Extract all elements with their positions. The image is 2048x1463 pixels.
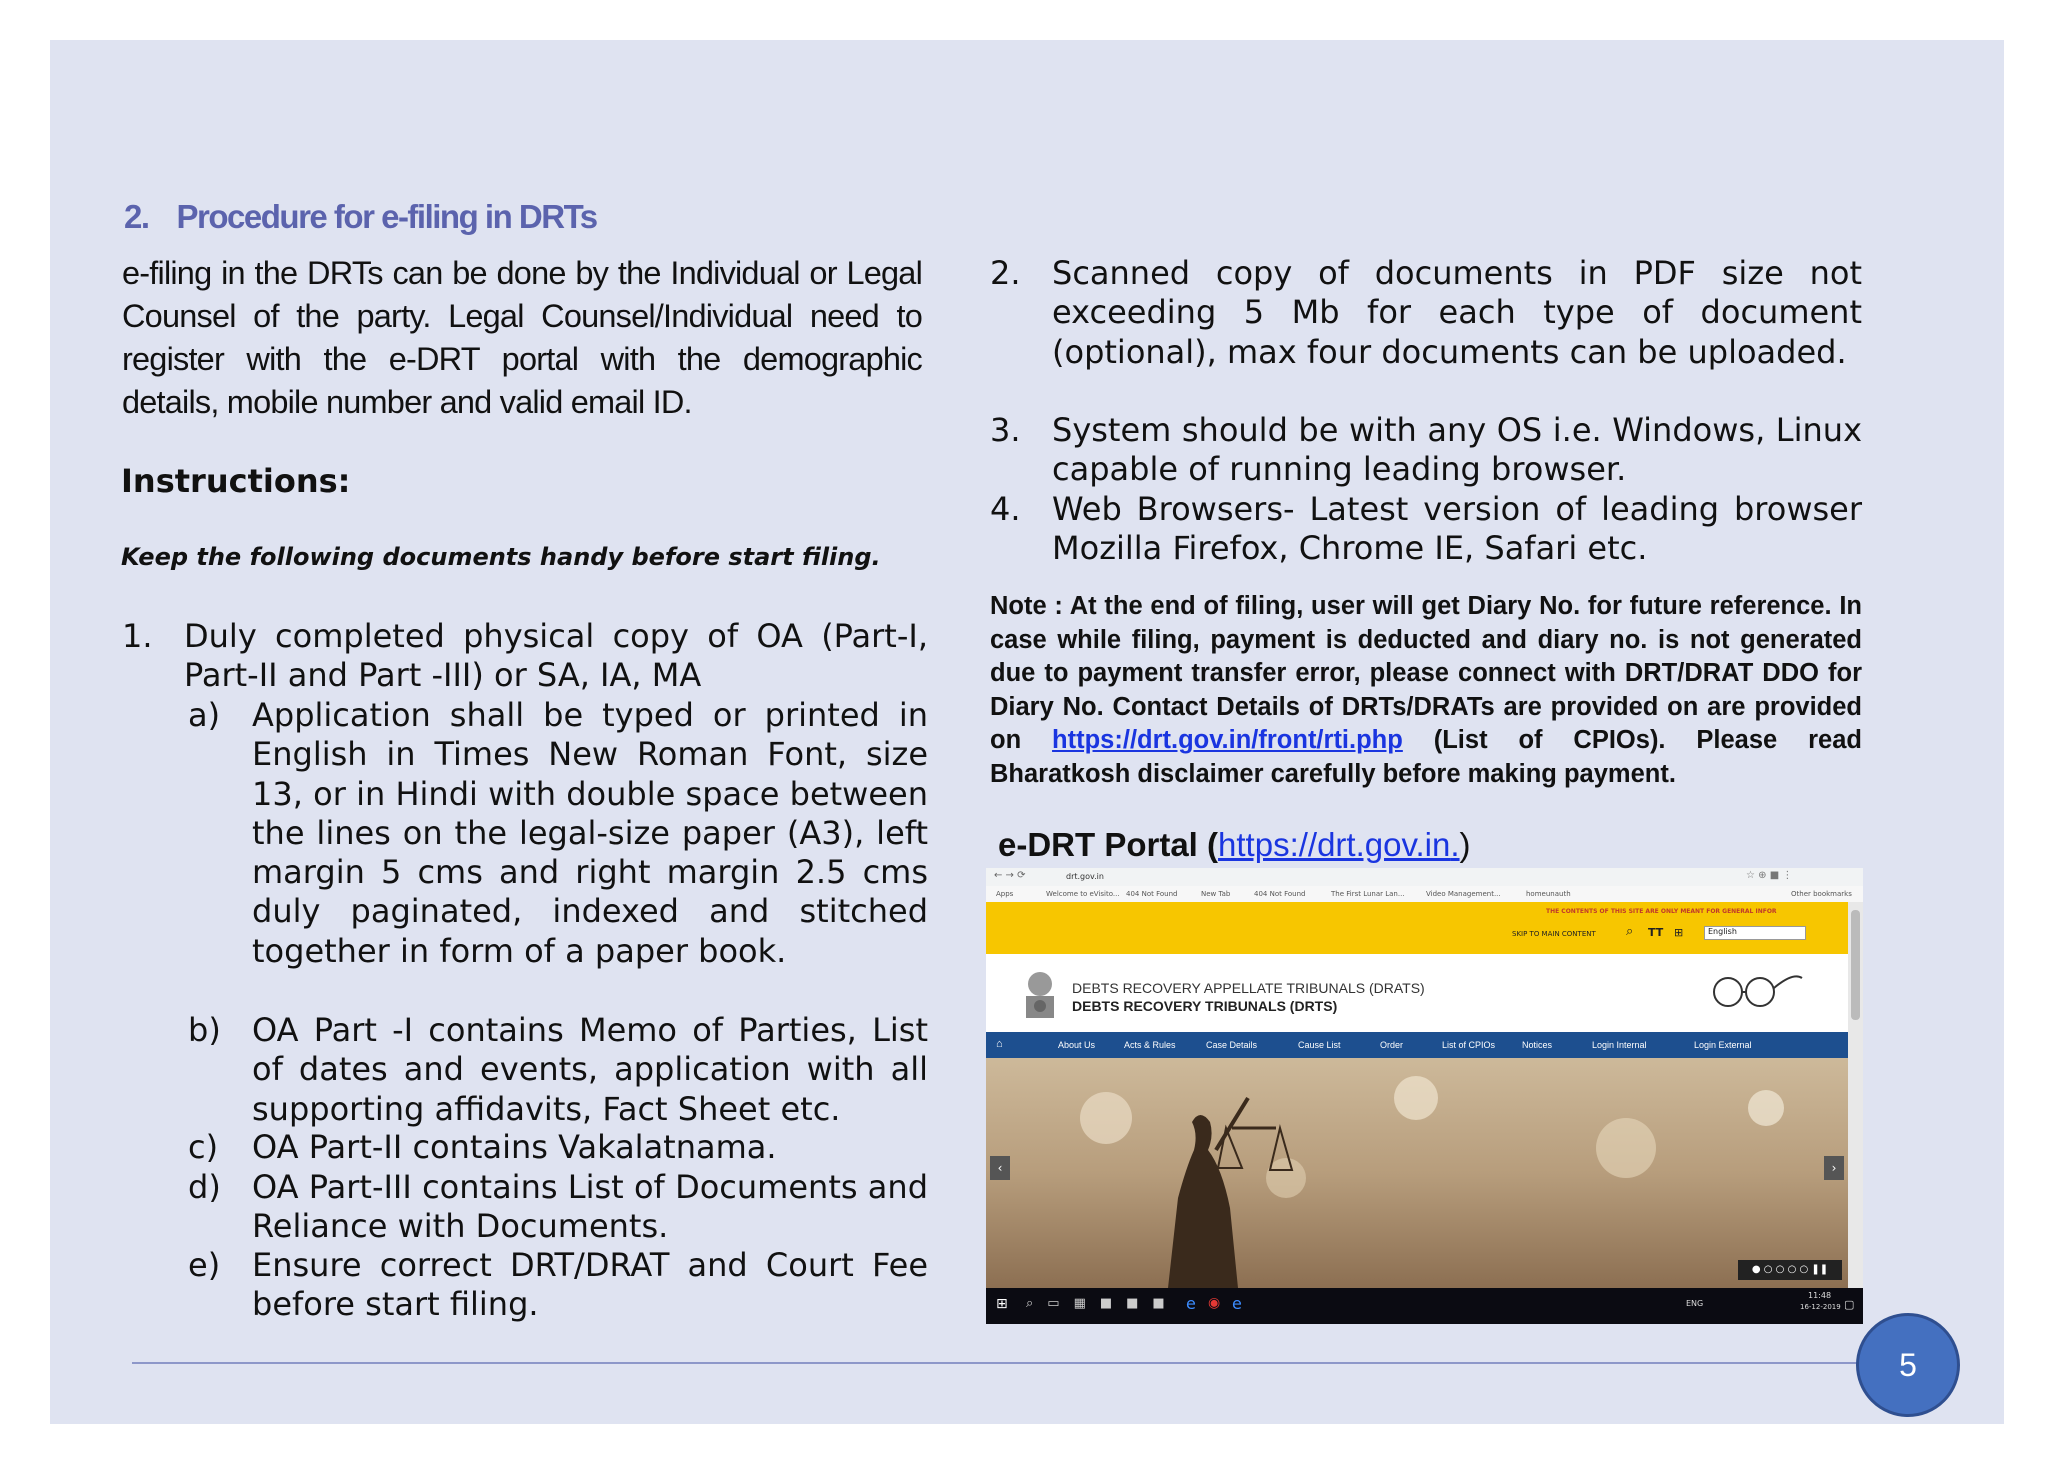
carousel-dots-icon: ● ○ ○ ○ ○ ❚❚ (1738, 1260, 1842, 1280)
bookmarks-bar (986, 886, 1863, 903)
star-icon: ☆ ⊕ ■ ⋮ (1746, 870, 1793, 881)
intro-paragraph: e-filing in the DRTs can be done by the Individual or Legal Counsel of the party. Legal Counsel/Individual need to register with the e-DRT portal with the demographic details, mobile number and valid email ID. (122, 255, 922, 420)
site-header (986, 954, 1848, 1032)
keep-documents-line: Keep the following documents handy before start filing. (121, 543, 881, 571)
emblem-icon (1020, 966, 1060, 1024)
site-warning: THE CONTENTS OF THIS SITE ARE ONLY MEANT FOR GENERAL INFOR (1546, 908, 1777, 915)
bookmark: 404 Not Found (1126, 890, 1178, 898)
sub-marker: e) (188, 1246, 221, 1284)
page-number: 5 (1899, 1346, 1917, 1383)
list-marker: 3. (990, 411, 1021, 449)
sub-item-c (188, 1128, 928, 1167)
sub-item-text: Application shall be typed or printed in English in Times New Roman Font, size 13, or in Hindi with double space between the lines on the legal-size paper (A3), left margin 5 cms and right margin 2.5 cms duly paginated, indexed and stitched together in form of a paper book. (252, 696, 928, 970)
portal-link-dot[interactable]: . (1450, 826, 1460, 863)
portal-link[interactable]: https://drt.gov.in (1218, 826, 1451, 863)
windows-taskbar (986, 1288, 1863, 1324)
sub-marker: c) (188, 1128, 219, 1166)
list-marker: 1. (122, 617, 153, 655)
carousel-next-icon: › (1824, 1156, 1844, 1180)
sub-item-text: OA Part -I contains Memo of Parties, List of dates and events, application with all supporting affidavits, Fact Sheet etc. (252, 1011, 928, 1128)
carousel-prev-icon: ‹ (990, 1156, 1010, 1180)
bookmark: Video Management... (1426, 890, 1501, 898)
portal-heading (998, 826, 1471, 864)
nav-item: Order (1380, 1040, 1404, 1050)
header-line1: DEBTS RECOVERY APPELLATE TRIBUNALS (DRATS) (1072, 980, 1425, 996)
list-item-1 (122, 617, 928, 696)
list-item-2 (990, 254, 1862, 372)
nav-item: Cause List (1298, 1040, 1341, 1050)
back-icon: ← → ⟳ (994, 870, 1026, 881)
page-number-badge (1856, 1313, 1960, 1417)
sub-item-d (188, 1168, 928, 1247)
nav-item: Acts & Rules (1124, 1040, 1176, 1050)
site-nav (986, 1032, 1848, 1058)
list-item-text: Web Browsers- Latest version of leading browser Mozilla Firefox, Chrome IE, Safari etc. (1052, 490, 1862, 568)
language-select: English (1704, 926, 1806, 940)
list-item-3 (990, 411, 1862, 490)
section-number: 2. (124, 198, 149, 235)
address-bar: drt.gov.in (1066, 872, 1104, 881)
browser-toolbar (986, 868, 1863, 886)
sub-item-text: OA Part-II contains Vakalatnama. (252, 1128, 777, 1166)
nav-item: Login External (1694, 1040, 1752, 1050)
header-line2: DEBTS RECOVERY TRIBUNALS (DRTS) (1072, 998, 1338, 1014)
list-item-text: System should be with any OS i.e. Windows, Linux capable of running leading browser. (1052, 411, 1862, 489)
windows-start-icon: ⊞ (996, 1296, 1008, 1312)
taskbar-apps-icon: ⌕▭▦■■■ (1026, 1296, 1179, 1311)
footer-rule (132, 1362, 1862, 1364)
sub-item-b (188, 1011, 928, 1129)
bookmark-other: Other bookmarks (1791, 890, 1852, 898)
nav-item: Login Internal (1592, 1040, 1647, 1050)
swachh-bharat-logo (1698, 968, 1808, 1018)
bookmark: New Tab (1201, 890, 1231, 898)
nav-item: List of CPIOs (1442, 1040, 1496, 1050)
list-item-text: Duly completed physical copy of OA (Part-I, Part-II and Part -III) or SA, IA, MA (184, 617, 928, 695)
section-title-text: Procedure for e-filing in DRTs (176, 198, 597, 235)
bookmark: The First Lunar Lan... (1331, 890, 1405, 898)
sub-item-text: Ensure correct DRT/DRAT and Court Fee before start filing. (252, 1246, 928, 1324)
taskbar-date: 16-12-2019 (1800, 1303, 1841, 1311)
list-marker: 4. (990, 490, 1021, 528)
skip-link: SKIP TO MAIN CONTENT (1512, 930, 1596, 938)
taskbar-time: 11:48 (1808, 1291, 1832, 1300)
text-size-icon: TT (1648, 926, 1664, 939)
ie-icon: e (1186, 1294, 1196, 1313)
note-text: Note : At the end of filing, user will get Diary No. for future reference. In case while filing, payment is deducted and diary no. is not generated due to payment transfer error, please connect with DRT/DRAT DDO for Diary No. Contact Details of DRTs/DRATs are provided on are provided on (990, 592, 1862, 755)
note-paragraph (990, 590, 1862, 792)
justice-statue-image (986, 1058, 1848, 1288)
list-item-text: Scanned copy of documents in PDF size not exceeding 5 Mb for each type of document (optional), max four documents can be uploaded. (1052, 254, 1862, 371)
rti-link[interactable]: https://drt.gov.in/front/rti.php (1052, 726, 1403, 755)
list-item-4 (990, 490, 1862, 569)
nav-item: About Us (1058, 1040, 1096, 1050)
portal-label: e-DRT Portal (998, 826, 1198, 863)
instructions-heading: Instructions: (121, 462, 351, 500)
note-text-after: (List of CPIOs). Please read Bharatkosh disclaimer carefully before making payment. (990, 726, 1862, 788)
sitemap-icon: ⊞ (1674, 926, 1684, 939)
bookmark: 404 Not Found (1254, 890, 1306, 898)
sub-marker: a) (188, 696, 221, 734)
site-topbar (986, 902, 1848, 954)
notification-icon: ▢ (1844, 1298, 1855, 1311)
section-title (124, 198, 597, 236)
sub-item-a (188, 696, 928, 971)
edge-icon: e (1232, 1294, 1242, 1313)
nav-item: Case Details (1206, 1040, 1258, 1050)
list-marker: 2. (990, 254, 1021, 292)
sub-item-e (188, 1246, 928, 1325)
bookmark: Welcome to eVisito... (1046, 890, 1120, 898)
sub-marker: d) (188, 1168, 221, 1206)
page-scrollbar (1848, 902, 1863, 1288)
sub-item-text: OA Part-III contains List of Documents and Reliance with Documents. (252, 1168, 928, 1246)
search-icon: ⌕ (1626, 924, 1634, 939)
hero-image (986, 1058, 1848, 1288)
portal-screenshot (986, 868, 1863, 1324)
portal-paren-close: ) (1459, 826, 1471, 863)
home-icon: ⌂ (996, 1038, 1003, 1050)
sub-marker: b) (188, 1011, 221, 1049)
nav-item: Notices (1522, 1040, 1553, 1050)
bookmark: homeunauth (1526, 890, 1571, 898)
chrome-icon: ◉ (1208, 1295, 1221, 1311)
bookmark-apps: Apps (996, 890, 1014, 898)
portal-paren-open: ( (1197, 826, 1219, 863)
taskbar-language: ENG (1686, 1299, 1704, 1308)
